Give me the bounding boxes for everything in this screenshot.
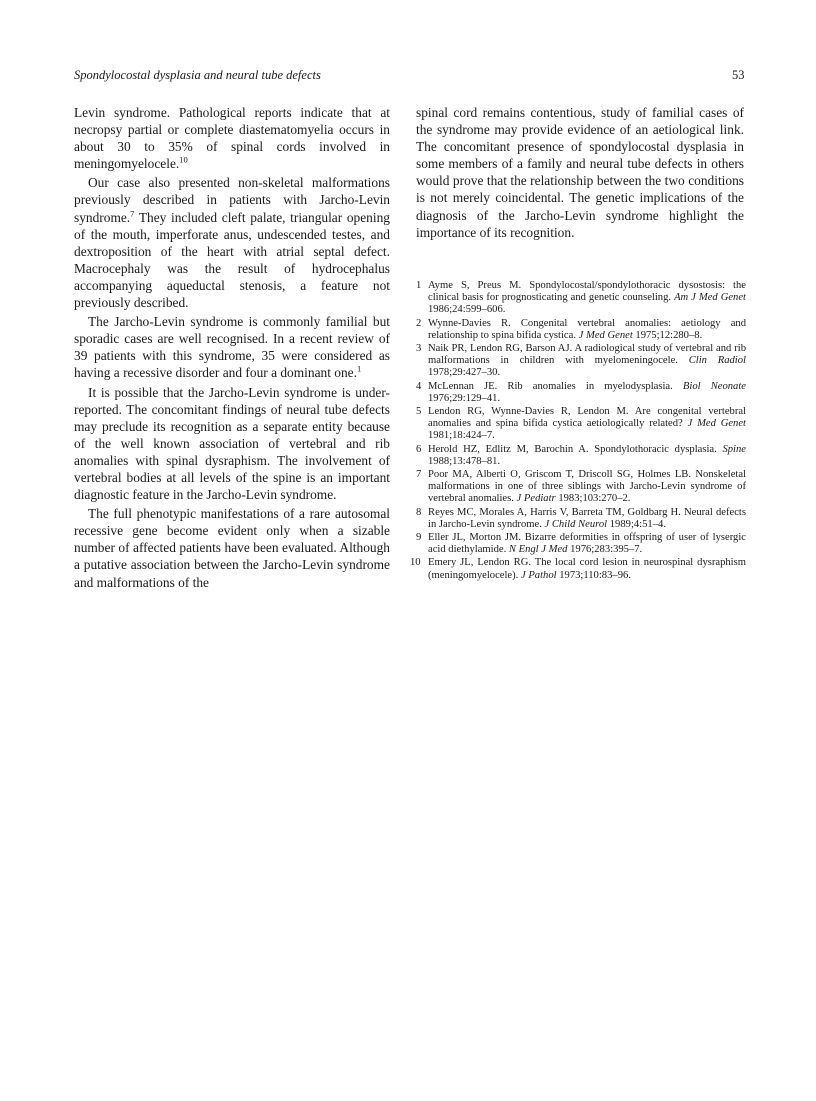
reference-citation: 1976;283:395–7. [567, 544, 643, 556]
reference-item [416, 444, 746, 468]
paragraph-text: The Jarcho-Levin syndrome is commonly familial but sporadic cases are well recognised. In a recent review of 39 patients with this syndrome, 35 were considered as having a recessive disorder and four a dominant one. [74, 314, 390, 381]
reference-citation: 1978;29:427–30. [428, 367, 501, 379]
journal-name: J Child Neurol [544, 518, 608, 530]
reference-citation: 1981;18:424–7. [428, 430, 495, 442]
reference-number: 3 [416, 343, 422, 355]
reference-text: Wynne-Davies R. Congenital vertebral anomalies: aetiology and relationship to spina bifida cystica. [428, 317, 746, 341]
reference-number: 7 [416, 469, 422, 481]
reference-number: 4 [416, 380, 422, 392]
reference-text: Ayme S, Preus M. Spondylocostal/spondylothoracic dysostosis: the clinical basis for prognosticating and genetic counseling. [428, 280, 746, 304]
citation-superscript: 1 [356, 363, 362, 374]
reference-number: 10 [410, 557, 421, 569]
journal-name: Biol Neonate [682, 380, 747, 392]
paragraph-text: Levin syndrome. Pathological reports indicate that at necropsy partial or complete diastematomyelia occurs in about 30 to 35% of spinal cords involved in meningomyelocele. [74, 105, 390, 172]
reference-number: 1 [416, 280, 422, 291]
reference-item [416, 532, 746, 556]
running-head: Spondylocostal dysplasia and neural tube defects [74, 68, 321, 82]
journal-name: N Engl J Med [508, 544, 568, 556]
paragraph-text: Our case also presented non-skeletal malformations previously described in patients with Jarcho-Levin syndrome. [74, 175, 390, 225]
reference-item [416, 507, 746, 531]
reference-list [410, 280, 747, 583]
reference-citation: 1988;13:478–81. [428, 455, 501, 467]
reference-text: Naik PR, Lendon RG, Barson AJ. A radiological study of vertebral and rib malformations in children with myelomeningocele. [428, 343, 746, 367]
reference-item [416, 381, 746, 405]
left-column [74, 104, 390, 591]
paragraph: spinal cord remains contentious, study of familial cases of the syndrome may provide evidence of an aetiological link. The concomitant presence of spondylocostal dysplasia in some members of a family and neural tube defects in others would prove that the relationship between the two conditions is not merely coincidental. The genetic implications of the diagnosis of the Jarcho-Levin syndrome highlight the importance of its recognition. [416, 105, 744, 240]
reference-number: 2 [416, 317, 422, 329]
paragraph: It is possible that the Jarcho-Levin syndrome is under-reported. The concomitant findings of neural tube defects may preclude its recognition as a separate entity because of the well known association of vertebral and rib anomalies with spinal dysraphism. The involvement of vertebral bodies at all levels of the spine is an important diagnostic feature in the Jarcho-Levin syndrome. [74, 384, 390, 503]
journal-name: J Pediatr [516, 493, 556, 505]
reference-citation: 1983;103:270–2. [555, 493, 631, 505]
reference-citation: 1986;24:599–606. [428, 304, 506, 316]
reference-citation: 1989;4:51–4. [607, 518, 666, 530]
reference-text: McLennan JE. Rib anomalies in myelodysplasia. [428, 380, 683, 392]
journal-name: Clin Radiol [688, 355, 746, 367]
reference-number: 5 [416, 406, 422, 418]
reference-text: Emery JL, Lendon RG. The local cord lesion in neurospinal dysraphism (meningomyelocele). [428, 557, 746, 581]
reference-item [416, 280, 746, 317]
reference-citation: 1976;29:129–41. [428, 392, 501, 404]
reference-number: 6 [416, 443, 422, 455]
journal-name: Am J Med Genet [674, 292, 747, 304]
page-number: 53 [732, 68, 745, 82]
journal-name: Spine [722, 443, 746, 455]
reference-text: Poor MA, Alberti O, Griscom T, Driscoll SG, Holmes LB. Nonskeletal malformations in one of three siblings with Jarcho-Levin syndrome of vertebral anomalies. [428, 469, 746, 505]
paragraph [74, 174, 390, 311]
reference-text: Reyes MC, Morales A, Harris V, Barreta TM, Goldbarg H. Neural defects in Jarcho-Levin syndrome. [428, 506, 746, 530]
reference-item [410, 557, 746, 581]
paragraph: The full phenotypic manifestations of a rare autosomal recessive gene become evident only when a sizable number of affected patients have been evaluated. Although a putative association between the Jarcho-Levin syndrome and malformations of the [74, 506, 390, 590]
citation-superscript: 7 [130, 208, 135, 219]
paragraph [74, 313, 390, 381]
reference-text: Lendon RG, Wynne-Davies R, Lendon M. Are congenital vertebral anomalies and spina bifida cystica aetiologically related? [428, 406, 746, 430]
reference-number: 9 [416, 532, 422, 544]
reference-item [416, 343, 746, 380]
reference-citation: 1973;110:83–96. [556, 569, 631, 581]
paragraph [74, 104, 390, 172]
journal-name: J Pathol [520, 569, 557, 581]
reference-number: 8 [416, 506, 422, 518]
reference-citation: 1975;12:280–8. [632, 329, 703, 341]
reference-text: Eller JL, Morton JM. Bizarre deformities in offspring of user of lysergic acid diethylamide. [428, 532, 746, 556]
reference-item [416, 318, 746, 342]
citation-superscript: 10 [179, 154, 188, 165]
journal-name: J Med Genet [687, 418, 746, 430]
reference-item [416, 406, 746, 443]
journal-name: J Med Genet [578, 329, 633, 341]
reference-item [416, 469, 746, 506]
right-column [416, 104, 744, 241]
paragraph-text: They included cleft palate, triangular opening of the mouth, imperforate anus, undescended testes, and dextroposition of the heart with atrial septal defect. Macrocephaly was the result of hydrocephalus accompanying aqueductal stenosis, a feature not previously described. [74, 209, 390, 311]
reference-text: Herold HZ, Edlitz M, Barochin A. Spondylothoracic dysplasia. [428, 443, 723, 455]
